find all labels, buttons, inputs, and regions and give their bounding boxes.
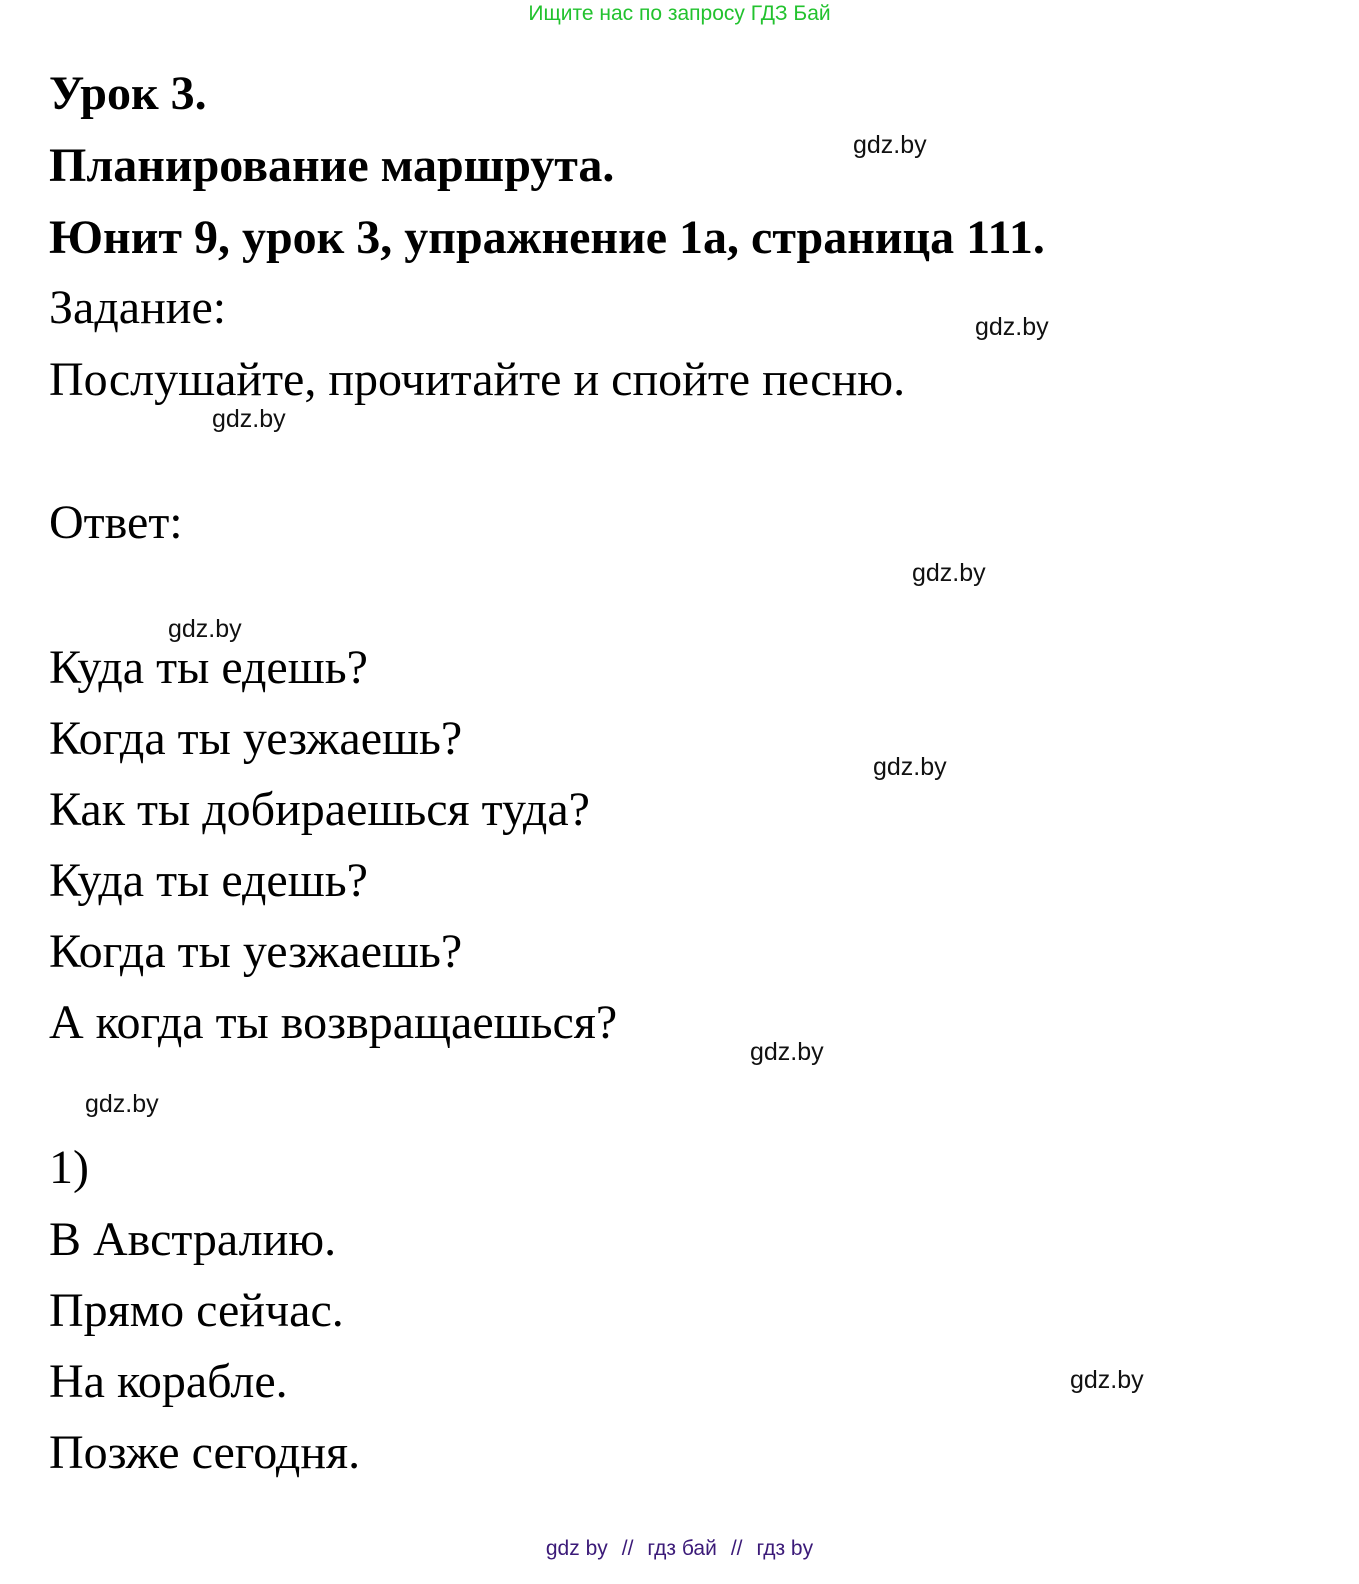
watermark: gdz.by <box>750 1038 824 1066</box>
watermark: gdz.by <box>975 313 1049 341</box>
watermark: gdz.by <box>168 615 242 643</box>
footer-link[interactable]: гдз бай <box>647 1537 717 1560</box>
watermark: gdz.by <box>1070 1366 1144 1394</box>
answer-line: Позже сегодня. <box>49 1426 361 1479</box>
watermark: gdz.by <box>853 131 927 159</box>
answer-line: В Австралию. <box>49 1213 337 1266</box>
watermark: gdz.by <box>212 405 286 433</box>
footer-link[interactable]: gdz by <box>545 1537 608 1560</box>
song-line: Как ты добираешься туда? <box>49 783 590 836</box>
song-line: Когда ты уезжаешь? <box>49 712 463 765</box>
exercise-heading: Юнит 9, урок 3, упражнение 1а, страница 111. <box>49 211 1045 264</box>
task-label: Задание: <box>49 281 227 334</box>
answer-line: На корабле. <box>49 1355 288 1408</box>
song-line: А когда ты возвращаешься? <box>49 996 618 1049</box>
answer-label: Ответ: <box>49 496 183 549</box>
footer-links <box>0 1537 1359 1561</box>
watermark: gdz.by <box>873 753 947 781</box>
lesson-topic: Планирование маршрута. <box>49 139 615 192</box>
song-line: Куда ты едешь? <box>49 854 368 907</box>
top-banner: Ищите нас по запросу ГДЗ Бай <box>528 2 831 25</box>
watermark: gdz.by <box>912 559 986 587</box>
watermark: gdz.by <box>85 1090 159 1118</box>
answer-line: Прямо сейчас. <box>49 1284 344 1337</box>
footer-separator: // <box>621 1537 634 1560</box>
task-text: Послушайте, прочитайте и спойте песню. <box>49 353 906 406</box>
lesson-title: Урок 3. <box>49 67 207 120</box>
part-number: 1) <box>49 1141 89 1194</box>
song-line: Куда ты едешь? <box>49 641 368 694</box>
song-line: Когда ты уезжаешь? <box>49 925 463 978</box>
footer-link[interactable]: гдз by <box>756 1537 814 1560</box>
footer-separator: // <box>730 1537 743 1560</box>
